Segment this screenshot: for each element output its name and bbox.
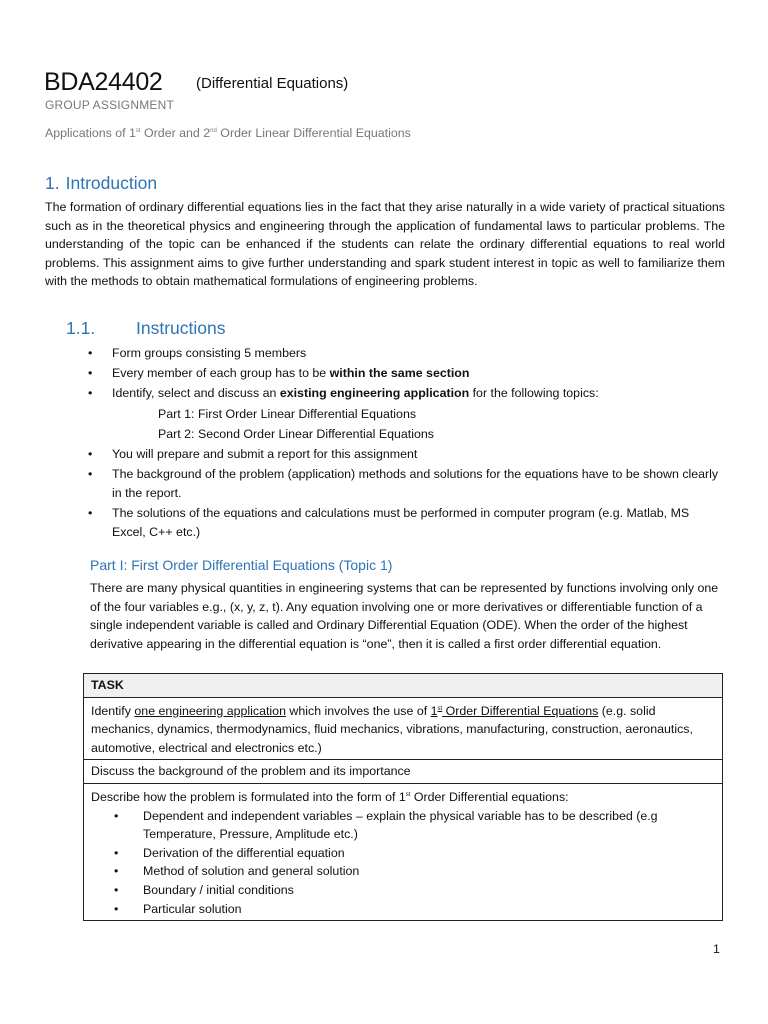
task-text: Identify (91, 703, 135, 718)
instructions-number: 1.1. (66, 318, 96, 338)
list-item-text: Particular solution (143, 901, 242, 916)
task-text: Order Differential equations: (410, 789, 569, 804)
instruction-text: You will prepare and submit a report for this assignment (112, 446, 418, 461)
table-row (84, 783, 723, 920)
table-row (84, 697, 723, 760)
introduction-number: 1. (45, 173, 60, 193)
task-cell: Discuss the background of the problem and its importance (84, 760, 723, 784)
instruction-text: for the following topics: (469, 386, 599, 401)
superscript-nd: nd (210, 128, 217, 134)
bullet-icon: • (88, 467, 93, 482)
assignment-title-suffix: Order Linear Differential Equations (216, 126, 411, 140)
instruction-item (88, 344, 724, 363)
list-item-text: Boundary / initial conditions (143, 882, 294, 897)
table-row (84, 760, 723, 784)
introduction-paragraph: The formation of ordinary differential equations lies in the fact that they arise naturally in a wide variety of practical situations such as in the theoretical physics and engineering through the application of fundamental laws to particular problems. The understanding of the topic can be enhanced if the students can relate the ordinary differential equations to real world problems. This assignment aims to give further understanding and spark student interest in topic as well to familiarize them with the methods to obtain mathematical formulations of engineering problems. (45, 200, 725, 289)
instruction-emphasis: within the same section (329, 366, 470, 381)
list-item-text: Dependent and independent variables – explain the physical variable has to be described (e.g Temperature, Pressure, Amplitude etc.) (143, 808, 658, 842)
topic-part-2: Part 2: Second Order Linear Differential Equations (158, 426, 434, 441)
bullet-icon: • (114, 882, 119, 897)
instruction-emphasis: existing engineering application (279, 386, 470, 401)
part1-paragraph: There are many physical quantities in engineering systems that can be represented by functions involving only one of the four variables e.g., (x, y, z, t). Any equation involving one or more derivatives or differentiable function of a single independent variable is called and Ordinary Differential Equation (ODE). When the order of the highest derivative appearing in the differential equation is “one”, then it is called a first order differential equation. (90, 581, 719, 651)
table-row (84, 674, 723, 698)
bullet-icon: • (114, 901, 119, 916)
topic-part-1: Part 1: First Order Linear Differential Equations (158, 406, 417, 421)
instruction-text: Every member of each group has to be (112, 366, 330, 381)
assignment-title (45, 126, 411, 140)
instruction-text: The background of the problem (application) methods and solutions for the equations have to be shown clearly in the report. (112, 467, 719, 500)
assignment-title-mid: Order and 2 (140, 126, 211, 140)
bullet-icon: • (88, 386, 93, 401)
bullet-icon: • (88, 346, 93, 360)
instruction-text: Identify, select and discuss an (112, 386, 280, 401)
bullet-icon: • (88, 505, 93, 520)
course-subtitle: (Differential Equations) (196, 75, 349, 92)
bullet-icon: • (88, 446, 93, 461)
list-item (114, 862, 716, 881)
task-text: which involves the use of (285, 703, 431, 718)
assignment-type: GROUP ASSIGNMENT (45, 98, 175, 112)
list-item (114, 881, 716, 900)
instruction-item (88, 504, 724, 541)
bullet-icon: • (114, 864, 119, 879)
superscript-st: st (405, 791, 411, 798)
list-item-text: Derivation of the differential equation (143, 845, 345, 860)
instructions-title: Instructions (136, 318, 226, 338)
list-item-text: Method of solution and general solution (143, 864, 360, 879)
instruction-text: Form groups consisting 5 members (112, 346, 307, 360)
instruction-item (88, 465, 724, 502)
part1-heading: Part I: First Order Differential Equations (Topic 1) (90, 557, 393, 573)
task-underlined: Order Differential Equations (442, 703, 599, 718)
instruction-item (88, 445, 724, 464)
task-cell (84, 697, 723, 760)
task-text: (e.g. solid mechanics, dynamics, thermodynamics, fluid mechanics, vibrations, manufacturing, construction, aeronautics, automotive, electrical and electronics etc.) (91, 703, 693, 755)
task-description (91, 786, 716, 807)
instruction-text: The solutions of the equations and calculations must be performed in computer program (e.g. Matlab, MS Excel, C++ etc.) (112, 505, 690, 539)
task-underlined: 1 (430, 703, 438, 718)
introduction-title: Introduction (65, 173, 158, 193)
instruction-item (88, 384, 724, 403)
instruction-item (88, 364, 724, 383)
task-text: Describe how the problem is formulated into the form of 1 (91, 789, 406, 804)
instructions-heading (66, 318, 225, 339)
instructions-list (88, 344, 724, 543)
task-table (83, 673, 723, 921)
page-number: 1 (713, 942, 720, 956)
list-item (114, 807, 716, 844)
superscript-st: st (437, 705, 443, 712)
task-cell (84, 783, 723, 920)
task-header-cell: TASK (84, 674, 723, 698)
task-underlined: one engineering application (134, 703, 286, 718)
bullet-icon: • (114, 845, 119, 860)
bullet-icon: • (88, 366, 93, 381)
task-sublist (91, 807, 716, 919)
course-code: BDA24402 (44, 68, 163, 96)
bullet-icon: • (114, 808, 119, 823)
list-item (114, 900, 716, 919)
superscript-st: st (135, 128, 141, 134)
assignment-title-prefix: Applications of 1 (45, 126, 136, 140)
introduction-heading (45, 173, 157, 194)
list-item (114, 844, 716, 863)
